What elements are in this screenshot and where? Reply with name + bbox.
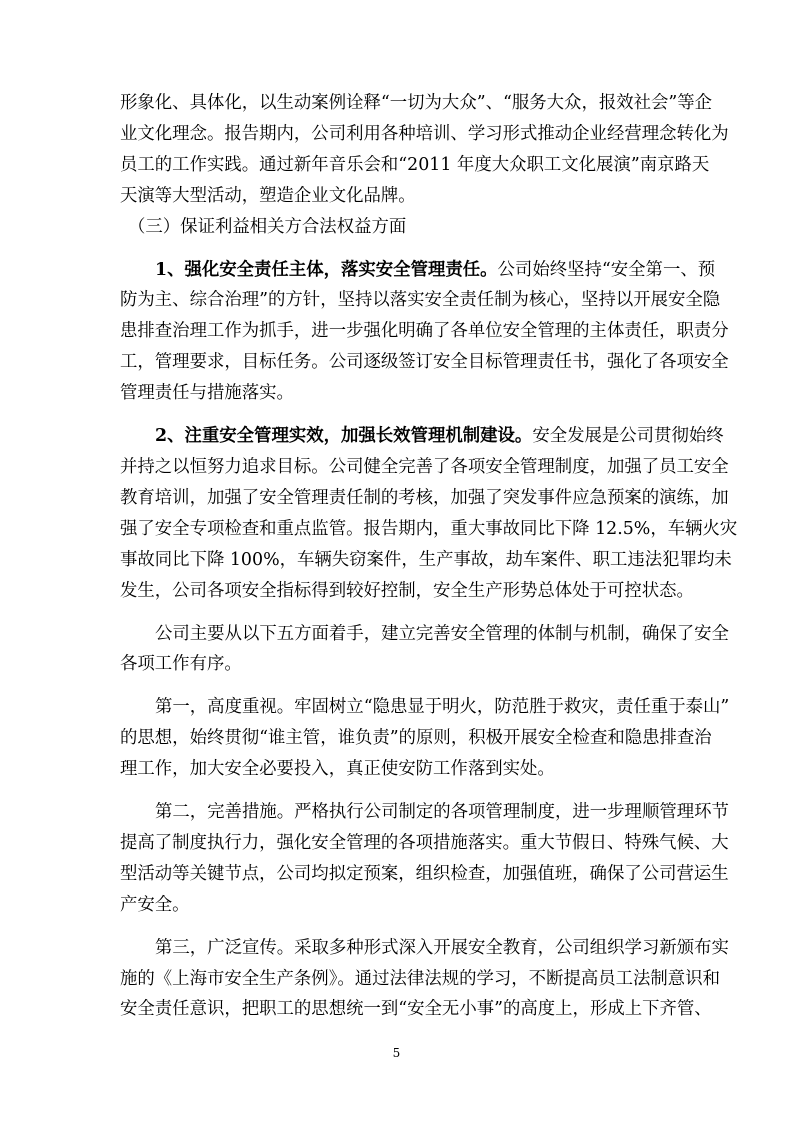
paragraph-safety-responsibility — [120, 255, 729, 410]
text-line: 产安全。 — [120, 894, 190, 915]
text-line: 业文化理念。报告期内，公司利用各种培训、学习形式推动企业经营理念转化为 — [120, 123, 729, 144]
text-line: 第一，高度重视。牢固树立“隐患显于明火，防范胜于救灾，责任重于泰山” — [155, 697, 730, 718]
paragraph-second-aspect — [120, 797, 729, 921]
text-line: 事故同比下降 100%，车辆失窃案件，生产事故，劫车案件、职工违法犯罪均未 — [120, 549, 732, 570]
text-line: 形象化、具体化，以生动案例诠释“一切为大众”、“服务大众，报效社会”等企 — [120, 93, 713, 113]
text-line: 公司主要从以下五方面着手，建立完善安全管理的体制与机制，确保了安全 — [155, 623, 729, 644]
text-line: 天演等大型活动，塑造企业文化品牌。 — [120, 185, 416, 206]
text-line: 理工作，加大安全必要投入，真正使安防工作落到实处。 — [120, 759, 555, 780]
text-span: 安全发展是公司贯彻始终 — [532, 426, 724, 447]
text-line: 强了安全专项检查和重点监管。报告期内，重大事故同比下降 12.5%，车辆火灾 — [120, 518, 738, 539]
paragraph-corporate-culture — [120, 88, 729, 212]
text-line: 第二，完善措施。严格执行公司制定的各项管理制度，进一步理顺管理环节 — [155, 802, 729, 823]
text-line: 防为主、综合治理”的方针，坚持以落实安全责任制为核心，坚持以开展安全隐 — [120, 290, 721, 311]
text-line: 并持之以恒努力追求目标。公司健全完善了各项安全管理制度，加强了员工安全 — [120, 456, 729, 477]
text-line: 发生，公司各项安全指标得到较好控制，安全生产形势总体处于可控状态。 — [120, 580, 694, 601]
text-span: 公司始终坚持“安全第一、预 — [497, 259, 716, 280]
text-line — [120, 255, 716, 286]
paragraph-lead-bold: 2、注重安全管理实效，加强长效管理机制建设。 — [155, 426, 533, 447]
text-line: 提高了制度执行力，强化安全管理的各项措施落实。重大节假日、特殊气候、大 — [120, 832, 729, 853]
text-line: 教育培训，加强了安全管理责任制的考核，加强了突发事件应急预案的演练，加 — [120, 487, 729, 508]
paragraph-first-aspect — [120, 692, 730, 785]
document-body — [120, 88, 738, 1025]
paragraph-five-aspects — [120, 619, 729, 681]
section-heading: （三）保证利益相关方合法权益方面 — [128, 216, 407, 237]
text-line: 型活动等关键节点，公司均拟定预案，组织检查，加强值班，确保了公司营运生 — [120, 863, 729, 884]
page-number: 5 — [392, 1046, 401, 1060]
text-line: 安全责任意识，把职工的思想统一到“安全无小事”的高度上，形成上下齐管、 — [120, 999, 712, 1020]
paragraph-lead-bold: 1、强化安全责任主体，落实安全管理责任。 — [155, 259, 498, 280]
paragraph-third-aspect — [120, 933, 729, 1026]
text-line — [120, 421, 724, 452]
text-line: 的思想，始终贯彻“谁主管，谁负责”的原则，积极开展安全检查和隐患排查治 — [120, 728, 712, 749]
text-line: 施的《上海市安全生产条例》。通过法律法规的学习，不断提高员工法制意识和 — [120, 968, 720, 989]
text-line: 第三，广泛宣传。采取多种形式深入开展安全教育，公司组织学习新颁布实 — [155, 937, 729, 958]
text-line: 工，管理要求，目标任务。公司逐级签订安全目标管理责任书，强化了各项安全 — [120, 352, 729, 373]
text-line: 各项工作有序。 — [120, 654, 242, 675]
text-line: 管理责任与措施落实。 — [120, 383, 294, 404]
text-line: 患排查治理工作为抓手，进一步强化明确了各单位安全管理的主体责任，职责分 — [120, 321, 729, 342]
text-line: 员工的工作实践。通过新年音乐会和“2011 年度大众职工文化展演”南京路天 — [120, 154, 710, 175]
paragraph-safety-management — [120, 421, 738, 606]
